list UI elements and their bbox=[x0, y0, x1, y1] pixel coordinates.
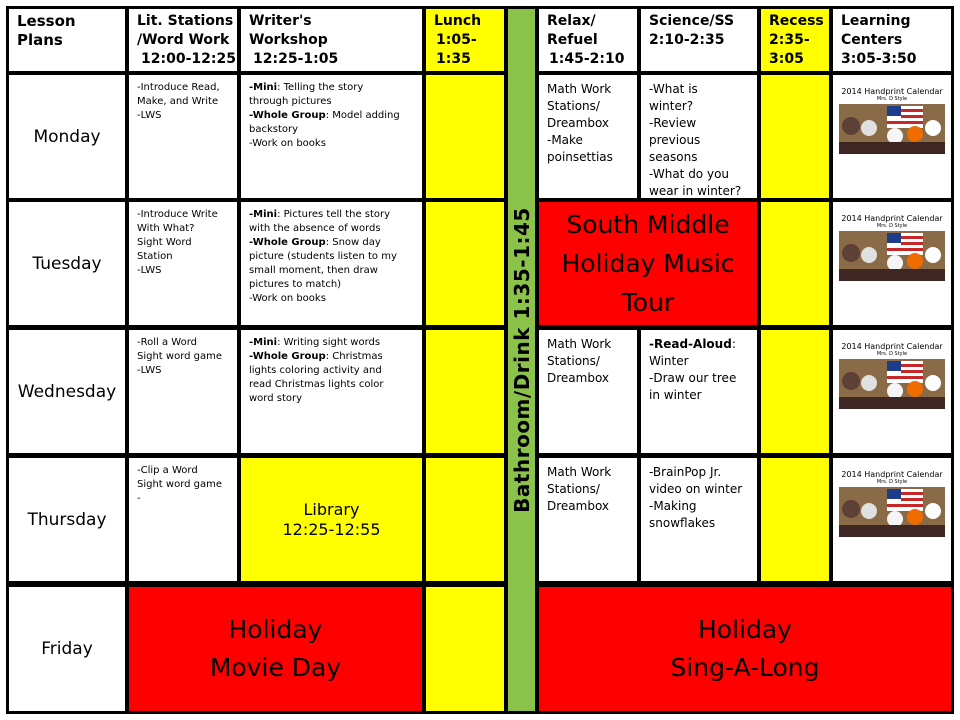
day-monday: Monday bbox=[9, 75, 125, 198]
learning-center-thursday bbox=[833, 458, 951, 581]
recess-monday bbox=[761, 75, 829, 198]
lunch-friday bbox=[426, 587, 504, 711]
holiday-movie-day: Holiday Movie Day bbox=[129, 587, 422, 711]
holiday-sing-along: Holiday Sing-A-Long bbox=[539, 587, 951, 711]
lunch-wednesday bbox=[426, 330, 504, 453]
bathroom-drink-bar bbox=[508, 9, 535, 711]
learning-center-wednesday bbox=[833, 330, 951, 453]
library-block: Library 12:25-12:55 bbox=[241, 458, 422, 581]
learning-center-monday bbox=[833, 75, 951, 198]
lit-monday: -Introduce Read, Make, and Write -LWS bbox=[129, 75, 237, 198]
header-writers-workshop: Writer's Workshop 12:25-1:05 bbox=[241, 9, 422, 71]
relax-thursday: Math Work Stations/ Dreambox bbox=[539, 458, 637, 581]
header-recess: Recess 2:35- 3:05 bbox=[761, 9, 829, 71]
writer-tuesday: -Mini: Pictures tell the story with the absence of words -Whole Group: Snow day picture (students listen to my small moment, then draw pictures to match) -Work on books bbox=[241, 202, 422, 325]
day-friday: Friday bbox=[9, 587, 125, 711]
day-tuesday: Tuesday bbox=[9, 202, 125, 325]
recess-thursday bbox=[761, 458, 829, 581]
relax-monday: Math Work Stations/ Dreambox -Make poinsettias bbox=[539, 75, 637, 198]
calendar-subtitle: Mrs. D Style bbox=[876, 479, 908, 485]
lit-thursday: -Clip a Word Sight word game - bbox=[129, 458, 237, 581]
day-wednesday: Wednesday bbox=[9, 330, 125, 453]
calendar-title: 2014 Handprint Calendar bbox=[841, 214, 943, 223]
south-middle-tour: South Middle Holiday Music Tour bbox=[539, 202, 757, 325]
header-science-ss: Science/SS 2:10-2:35 bbox=[641, 9, 757, 71]
recess-tuesday bbox=[761, 202, 829, 325]
calendar-subtitle: Mrs. D Style bbox=[876, 223, 908, 229]
header-lesson-plans: Lesson Plans bbox=[9, 9, 125, 71]
science-thursday: -BrainPop Jr. video on winter -Making snowflakes bbox=[641, 458, 757, 581]
science-monday: -What is winter? -Review previous seasons -What do you wear in winter? bbox=[641, 75, 757, 198]
lit-wednesday: -Roll a Word Sight word game -LWS bbox=[129, 330, 237, 453]
calendar-image bbox=[839, 487, 945, 537]
writer-wednesday: -Mini: Writing sight words -Whole Group: Christmas lights coloring activity and read Christmas lights color word story bbox=[241, 330, 422, 453]
relax-wednesday: Math Work Stations/ Dreambox bbox=[539, 330, 637, 453]
calendar-title: 2014 Handprint Calendar bbox=[841, 87, 943, 96]
calendar-image bbox=[839, 104, 945, 154]
lunch-monday bbox=[426, 75, 504, 198]
learning-center-tuesday bbox=[833, 202, 951, 325]
calendar-image bbox=[839, 231, 945, 281]
lunch-thursday bbox=[426, 458, 504, 581]
header-learning-centers: Learning Centers 3:05-3:50 bbox=[833, 9, 951, 71]
calendar-subtitle: Mrs. D Style bbox=[876, 351, 908, 357]
header-relax-refuel: Relax/ Refuel 1:45-2:10 bbox=[539, 9, 637, 71]
science-wednesday: -Read-Aloud: Winter -Draw our tree in winter bbox=[641, 330, 757, 453]
lit-tuesday: -Introduce Write With What? Sight Word Station -LWS bbox=[129, 202, 237, 325]
lunch-tuesday bbox=[426, 202, 504, 325]
day-thursday: Thursday bbox=[9, 458, 125, 581]
calendar-image bbox=[839, 359, 945, 409]
header-lunch: Lunch 1:05-1:35 bbox=[426, 9, 504, 71]
calendar-title: 2014 Handprint Calendar bbox=[841, 342, 943, 351]
bathroom-drink-label: Bathroom/Drink 1:35-1:45 bbox=[509, 207, 534, 513]
writer-monday: -Mini: Telling the story through pictures -Whole Group: Model adding backstory -Work on books bbox=[241, 75, 422, 198]
calendar-title: 2014 Handprint Calendar bbox=[841, 470, 943, 479]
header-lit-stations: Lit. Stations /Word Work 12:00-12:25 bbox=[129, 9, 237, 71]
calendar-subtitle: Mrs. D Style bbox=[876, 96, 908, 102]
recess-wednesday bbox=[761, 330, 829, 453]
